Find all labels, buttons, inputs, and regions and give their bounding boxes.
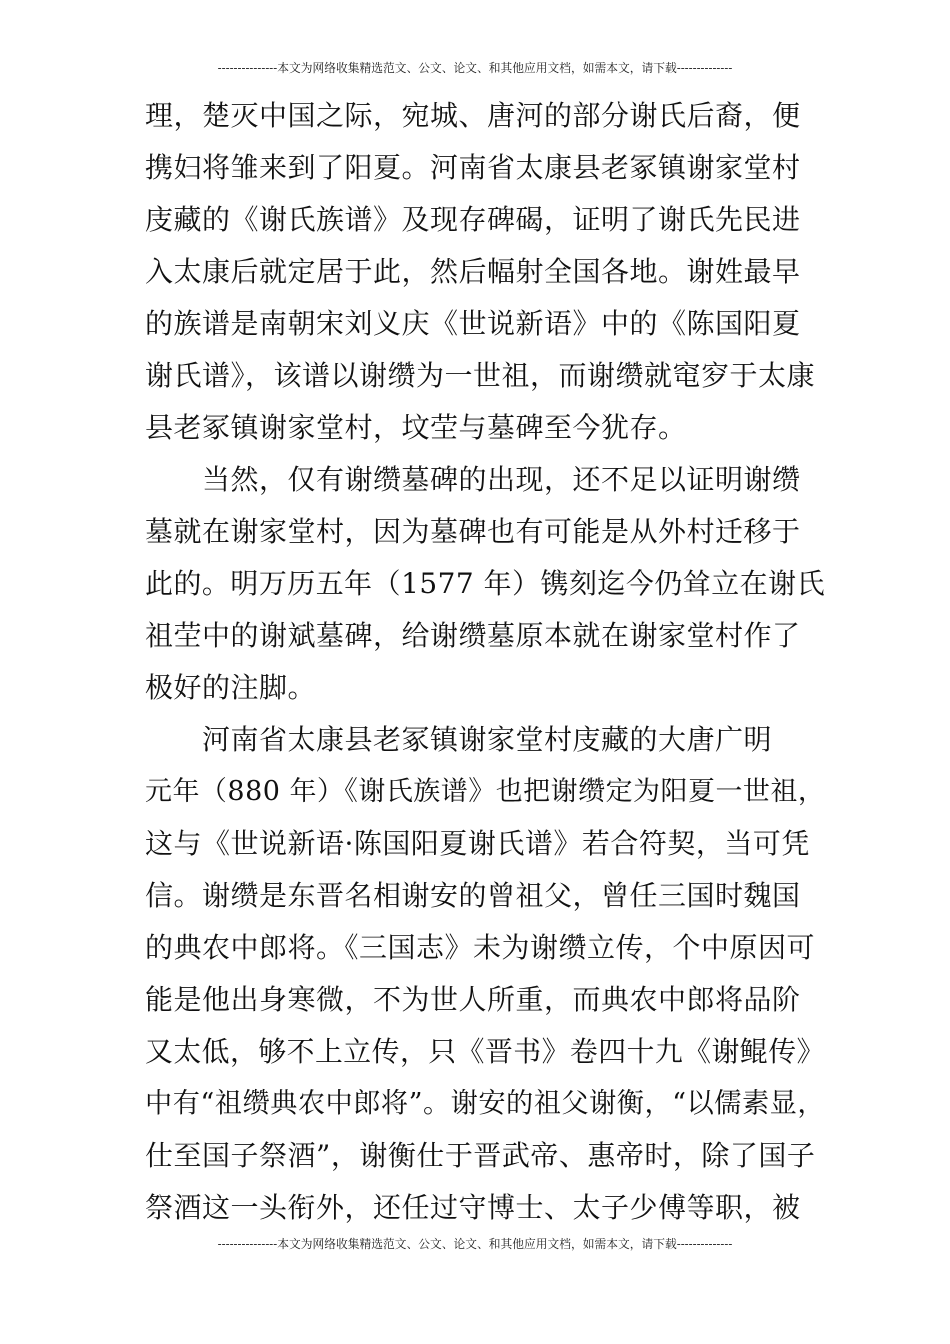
text-line: 又太低，够不上立传，只《晋书》卷四十九《谢鲲传》 <box>145 1035 825 1068</box>
body-text <box>145 90 825 1234</box>
text-line: 信。谢缵是东晋名相谢安的曾祖父，曾任三国时魏国 <box>145 879 801 912</box>
text-line: 极好的注脚。 <box>145 671 317 704</box>
text-line: 仕至国子祭酒”，谢衡仕于晋武帝、惠帝时，除了国子 <box>145 1139 816 1172</box>
text-line: 的典农中郎将。《三国志》未为谢缵立传，个中原因可 <box>145 931 816 964</box>
text-line: 河南省太康县老冢镇谢家堂村庋藏的大唐广明 <box>145 723 773 756</box>
text-line: 这与《世说新语·陈国阳夏谢氏谱》若合符契，当可凭 <box>145 827 810 860</box>
text-line: 谢氏谱》，该谱以谢缵为一世祖，而谢缵就窀穸于太康 <box>145 359 816 392</box>
text-line: 元年（880 年）《谢氏族谱》也把谢缵定为阳夏一世祖， <box>145 776 826 807</box>
text-line: 祖茔中的谢斌墓碑，给谢缵墓原本就在谢家堂村作了 <box>145 619 801 652</box>
text-line: 入太康后就定居于此，然后幅射全国各地。谢姓最早 <box>145 255 801 288</box>
footer-banner: ---------------本文为网络收集精选范文、公文、论文、和其他应用文档，如需本文，请下载-------------- <box>217 1237 733 1251</box>
text-line: 此的。明万历五年（1577 年）镌刻迄今仍耸立在谢氏 <box>145 567 826 600</box>
text-line: 县老冢镇谢家堂村，坟茔与墓碑至今犹存。 <box>145 411 687 444</box>
text-line: 理，楚灭中国之际，宛城、唐河的部分谢氏后裔，便 <box>145 99 801 132</box>
text-line: 祭酒这一头衔外，还任过守博士、太子少傅等职，被 <box>145 1191 801 1224</box>
text-line: 当然，仅有谢缵墓碑的出现，还不足以证明谢缵 <box>145 463 801 496</box>
text-line: 庋藏的《谢氏族谱》及现存碑碣，证明了谢氏先民进 <box>145 203 801 236</box>
text-line: 墓就在谢家堂村，因为墓碑也有可能是从外村迁移于 <box>145 515 801 548</box>
text-line: 的族谱是南朝宋刘义庆《世说新语》中的《陈国阳夏 <box>145 307 801 340</box>
text-line: 中有“祖缵典农中郎将”。谢安的祖父谢衡，“以儒素显， <box>145 1088 826 1119</box>
text-line: 能是他出身寒微，不为世人所重，而典农中郎将品阶 <box>145 983 801 1016</box>
text-line: 携妇将雏来到了阳夏。河南省太康县老冢镇谢家堂村 <box>145 151 801 184</box>
header-banner: ---------------本文为网络收集精选范文、公文、论文、和其他应用文档，如需本文，请下载-------------- <box>217 61 733 75</box>
